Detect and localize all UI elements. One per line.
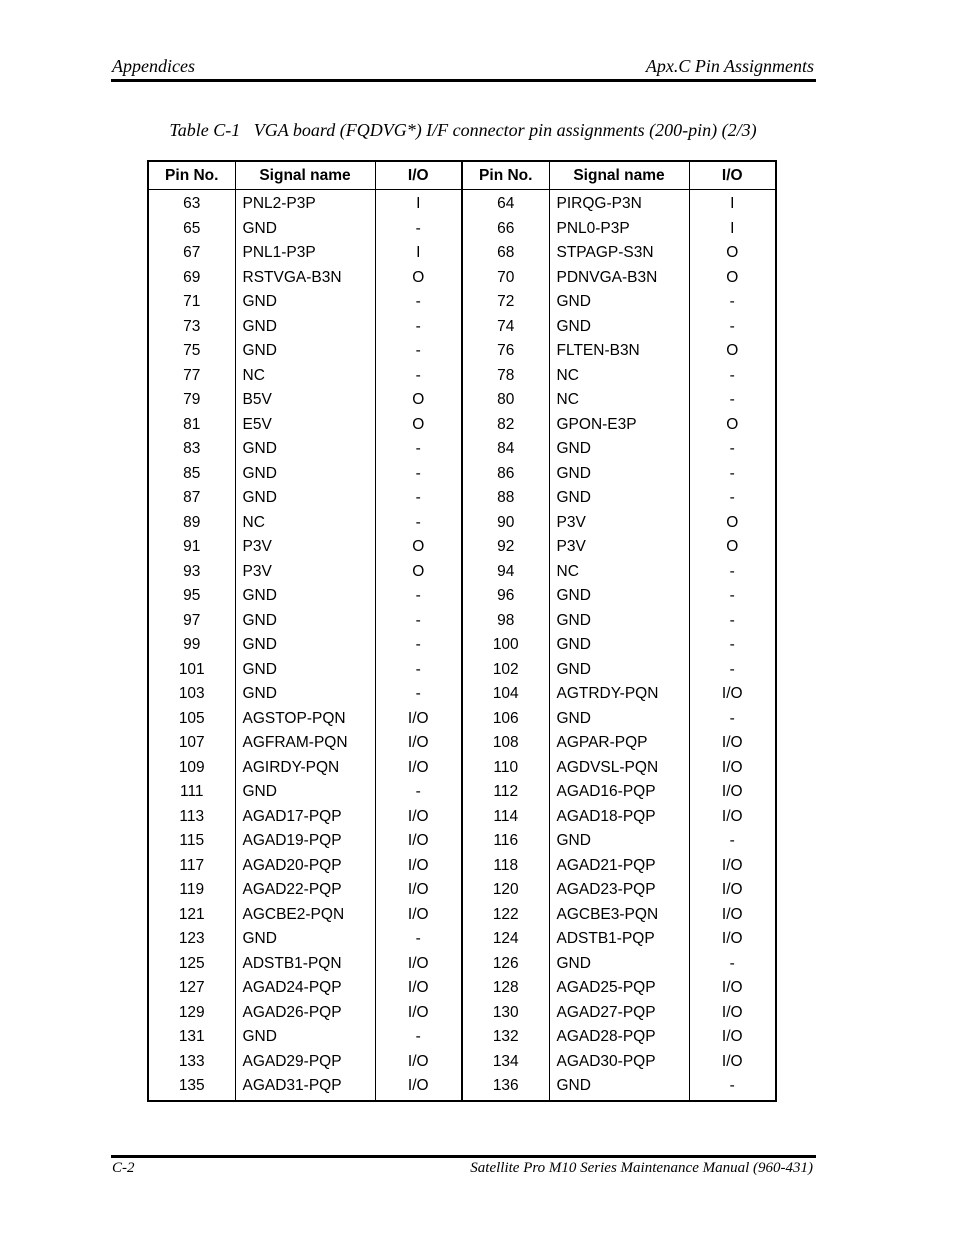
pin-number-cell: 129	[148, 1001, 235, 1026]
header-section-title: Appendices	[112, 56, 195, 76]
table-row	[148, 511, 776, 536]
signal-name-cell: AGAD21-PQP	[549, 854, 689, 879]
signal-name-cell: GND	[549, 437, 689, 462]
io-direction-cell: I/O	[721, 758, 743, 776]
column-header-io-right: I/O	[689, 161, 776, 190]
io-direction-cell: -	[729, 562, 735, 580]
io-direction-cell: -	[729, 636, 735, 654]
pin-number-cell: 114	[462, 805, 549, 830]
pin-number-cell: 80	[462, 388, 549, 413]
io-direction-cell: I/O	[375, 1074, 462, 1101]
io-direction-cell: I/O	[375, 707, 462, 732]
io-direction-cell: I/O	[375, 878, 462, 903]
io-direction-cell: I/O	[721, 685, 743, 703]
io-direction-cell: -	[729, 464, 735, 482]
pin-assignment-table	[147, 160, 777, 1102]
pin-number-cell: 105	[148, 707, 235, 732]
table-row	[148, 682, 776, 707]
signal-name-cell: AGAD24-PQP	[235, 976, 375, 1001]
footer-manual-title: Satellite Pro M10 Series Maintenance Manual (960-431)	[470, 1160, 813, 1176]
signal-name-cell: AGAD23-PQP	[549, 878, 689, 903]
signal-name-cell: GND	[235, 339, 375, 364]
io-direction-cell: -	[375, 511, 462, 536]
signal-name-cell: GND	[235, 682, 375, 707]
column-header-io: I/O	[375, 161, 462, 190]
signal-name-cell: GPON-E3P	[549, 413, 689, 438]
io-direction-cell: -	[729, 1077, 735, 1095]
pin-number-cell: 121	[148, 903, 235, 928]
io-direction-cell: -	[375, 486, 462, 511]
io-direction-cell: -	[729, 293, 735, 311]
pin-number-cell: 101	[148, 658, 235, 683]
io-direction-cell: I/O	[375, 1001, 462, 1026]
signal-name-cell: GND	[235, 486, 375, 511]
signal-name-cell: P3V	[549, 511, 689, 536]
table-row	[148, 462, 776, 487]
table-row	[148, 658, 776, 683]
io-direction-cell: O	[375, 560, 462, 585]
signal-name-cell: AGAD16-PQP	[549, 780, 689, 805]
table-row	[148, 609, 776, 634]
pin-number-cell: 133	[148, 1050, 235, 1075]
signal-name-cell: GND	[549, 462, 689, 487]
pin-number-cell: 72	[462, 290, 549, 315]
io-direction-cell: O	[726, 538, 739, 556]
signal-name-cell: NC	[235, 511, 375, 536]
pin-number-cell: 134	[462, 1050, 549, 1075]
pin-number-cell: 116	[462, 829, 549, 854]
signal-name-cell: GND	[235, 609, 375, 634]
table-row	[148, 633, 776, 658]
pin-number-cell: 102	[462, 658, 549, 683]
pin-number-cell: 67	[148, 241, 235, 266]
pin-number-cell: 113	[148, 805, 235, 830]
io-direction-cell: I/O	[721, 734, 743, 752]
io-direction-cell: -	[729, 954, 735, 972]
io-direction-cell: I	[730, 195, 735, 213]
pin-number-cell: 85	[148, 462, 235, 487]
pin-number-cell: 93	[148, 560, 235, 585]
table-row	[148, 560, 776, 585]
signal-name-cell: AGAD17-PQP	[235, 805, 375, 830]
io-direction-cell: O	[375, 388, 462, 413]
io-direction-cell: I/O	[721, 930, 743, 948]
pin-number-cell: 117	[148, 854, 235, 879]
table-row	[148, 731, 776, 756]
signal-name-cell: AGSTOP-PQN	[235, 707, 375, 732]
signal-name-cell: GND	[235, 1025, 375, 1050]
signal-name-cell: GND	[549, 707, 689, 732]
signal-name-cell: GND	[549, 315, 689, 340]
io-direction-cell: -	[729, 366, 735, 384]
io-direction-cell: O	[726, 244, 739, 262]
signal-name-cell: AGAD25-PQP	[549, 976, 689, 1001]
pin-number-cell: 130	[462, 1001, 549, 1026]
signal-name-cell: NC	[549, 388, 689, 413]
signal-name-cell: AGAD22-PQP	[235, 878, 375, 903]
pin-number-cell: 96	[462, 584, 549, 609]
io-direction-cell: O	[726, 415, 739, 433]
table-row	[148, 756, 776, 781]
pin-number-cell: 94	[462, 560, 549, 585]
signal-name-cell: AGAD26-PQP	[235, 1001, 375, 1026]
signal-name-cell: GND	[549, 1074, 689, 1101]
io-direction-cell: -	[375, 633, 462, 658]
pin-number-cell: 118	[462, 854, 549, 879]
signal-name-cell: GND	[549, 829, 689, 854]
pin-number-cell: 124	[462, 927, 549, 952]
signal-name-cell: NC	[549, 560, 689, 585]
io-direction-cell: I/O	[375, 1050, 462, 1075]
table-row	[148, 903, 776, 928]
signal-name-cell: PIRQG-P3N	[549, 190, 689, 217]
io-direction-cell: I/O	[721, 856, 743, 874]
io-direction-cell: I/O	[721, 807, 743, 825]
table-row	[148, 535, 776, 560]
pin-number-cell: 91	[148, 535, 235, 560]
table-row	[148, 388, 776, 413]
pin-number-cell: 126	[462, 952, 549, 977]
pin-number-cell: 135	[148, 1074, 235, 1101]
signal-name-cell: P3V	[235, 535, 375, 560]
table-row	[148, 854, 776, 879]
pin-number-cell: 125	[148, 952, 235, 977]
pin-number-cell: 115	[148, 829, 235, 854]
table-row	[148, 315, 776, 340]
table-body	[148, 190, 776, 1101]
io-direction-cell: I/O	[721, 905, 743, 923]
signal-name-cell: GND	[549, 633, 689, 658]
pin-number-cell: 107	[148, 731, 235, 756]
signal-name-cell: ADSTB1-PQN	[235, 952, 375, 977]
pin-number-cell: 73	[148, 315, 235, 340]
signal-name-cell: AGCBE3-PQN	[549, 903, 689, 928]
signal-name-cell: GND	[235, 633, 375, 658]
io-direction-cell: -	[375, 1025, 462, 1050]
signal-name-cell: ADSTB1-PQP	[549, 927, 689, 952]
pin-number-cell: 92	[462, 535, 549, 560]
signal-name-cell: GND	[235, 658, 375, 683]
signal-name-cell: AGFRAM-PQN	[235, 731, 375, 756]
pin-number-cell: 69	[148, 266, 235, 291]
signal-name-cell: AGAD31-PQP	[235, 1074, 375, 1101]
pin-number-cell: 131	[148, 1025, 235, 1050]
pin-number-cell: 65	[148, 217, 235, 242]
pin-number-cell: 63	[148, 190, 235, 217]
signal-name-cell: GND	[235, 315, 375, 340]
signal-name-cell: GND	[235, 217, 375, 242]
pin-number-cell: 76	[462, 339, 549, 364]
pin-number-cell: 110	[462, 756, 549, 781]
pin-number-cell: 83	[148, 437, 235, 462]
pin-number-cell: 77	[148, 364, 235, 389]
header-chapter-title: Apx.C Pin Assignments	[645, 56, 814, 76]
io-direction-cell: I/O	[375, 829, 462, 854]
signal-name-cell: NC	[235, 364, 375, 389]
pin-number-cell: 111	[148, 780, 235, 805]
table-row	[148, 364, 776, 389]
pin-number-cell: 106	[462, 707, 549, 732]
signal-name-cell: GND	[549, 658, 689, 683]
io-direction-cell: O	[726, 342, 739, 360]
footer-rule	[111, 1155, 816, 1158]
io-direction-cell: -	[375, 339, 462, 364]
pin-number-cell: 66	[462, 217, 549, 242]
io-direction-cell: -	[729, 709, 735, 727]
column-header-signal-name-right: Signal name	[549, 161, 689, 190]
table-row	[148, 927, 776, 952]
column-header-pin-no: Pin No.	[148, 161, 235, 190]
table-row	[148, 1025, 776, 1050]
io-direction-cell: -	[729, 587, 735, 605]
pin-number-cell: 78	[462, 364, 549, 389]
signal-name-cell: GND	[235, 290, 375, 315]
io-direction-cell: -	[729, 611, 735, 629]
table-row	[148, 290, 776, 315]
pin-number-cell: 81	[148, 413, 235, 438]
signal-name-cell: GND	[549, 290, 689, 315]
pin-number-cell: 68	[462, 241, 549, 266]
io-direction-cell: O	[375, 413, 462, 438]
pin-number-cell: 103	[148, 682, 235, 707]
io-direction-cell: -	[375, 315, 462, 340]
io-direction-cell: -	[375, 437, 462, 462]
signal-name-cell: P3V	[235, 560, 375, 585]
header-rule	[111, 79, 816, 82]
footer-page-number: C-2	[112, 1160, 135, 1176]
signal-name-cell: GND	[549, 609, 689, 634]
pin-number-cell: 122	[462, 903, 549, 928]
io-direction-cell: I/O	[721, 1028, 743, 1046]
pin-number-cell: 100	[462, 633, 549, 658]
pin-number-cell: 90	[462, 511, 549, 536]
io-direction-cell: -	[729, 317, 735, 335]
io-direction-cell: -	[375, 658, 462, 683]
signal-name-cell: AGAD20-PQP	[235, 854, 375, 879]
column-header-signal-name: Signal name	[235, 161, 375, 190]
table-row	[148, 241, 776, 266]
table-row	[148, 952, 776, 977]
io-direction-cell: -	[729, 391, 735, 409]
signal-name-cell: PNL0-P3P	[549, 217, 689, 242]
signal-name-cell: PNL1-P3P	[235, 241, 375, 266]
signal-name-cell: AGAD29-PQP	[235, 1050, 375, 1075]
table-caption: Table C-1 VGA board (FQDVG*) I/F connector pin assignments (200-pin) (2/3)	[169, 120, 757, 140]
io-direction-cell: I/O	[375, 854, 462, 879]
signal-name-cell: GND	[235, 462, 375, 487]
pin-number-cell: 104	[462, 682, 549, 707]
pin-number-cell: 84	[462, 437, 549, 462]
io-direction-cell: -	[375, 364, 462, 389]
signal-name-cell: RSTVGA-B3N	[235, 266, 375, 291]
io-direction-cell: O	[726, 513, 739, 531]
pin-number-cell: 70	[462, 266, 549, 291]
pin-number-cell: 89	[148, 511, 235, 536]
table-row	[148, 780, 776, 805]
pin-number-cell: 128	[462, 976, 549, 1001]
table-row	[148, 829, 776, 854]
io-direction-cell: -	[375, 217, 462, 242]
table-row	[148, 437, 776, 462]
pin-number-cell: 71	[148, 290, 235, 315]
signal-name-cell: FLTEN-B3N	[549, 339, 689, 364]
table-row	[148, 413, 776, 438]
signal-name-cell: AGAD30-PQP	[549, 1050, 689, 1075]
signal-name-cell: GND	[549, 486, 689, 511]
signal-name-cell: PDNVGA-B3N	[549, 266, 689, 291]
table-row	[148, 805, 776, 830]
io-direction-cell: I/O	[721, 783, 743, 801]
io-direction-cell: -	[729, 489, 735, 507]
pin-number-cell: 109	[148, 756, 235, 781]
table-row	[148, 584, 776, 609]
io-direction-cell: I/O	[721, 1003, 743, 1021]
table-row	[148, 1001, 776, 1026]
signal-name-cell: GND	[549, 952, 689, 977]
pin-number-cell: 86	[462, 462, 549, 487]
io-direction-cell: -	[375, 682, 462, 707]
signal-name-cell: AGCBE2-PQN	[235, 903, 375, 928]
signal-name-cell: AGAD19-PQP	[235, 829, 375, 854]
pin-number-cell: 108	[462, 731, 549, 756]
io-direction-cell: I/O	[375, 976, 462, 1001]
pin-number-cell: 88	[462, 486, 549, 511]
signal-name-cell: GND	[235, 437, 375, 462]
io-direction-cell: -	[729, 832, 735, 850]
signal-name-cell: AGPAR-PQP	[549, 731, 689, 756]
io-direction-cell: -	[729, 660, 735, 678]
pin-number-cell: 120	[462, 878, 549, 903]
pin-number-cell: 97	[148, 609, 235, 634]
table-row	[148, 1050, 776, 1075]
pin-number-cell: 127	[148, 976, 235, 1001]
io-direction-cell: -	[375, 927, 462, 952]
table-row	[148, 878, 776, 903]
pin-number-cell: 87	[148, 486, 235, 511]
io-direction-cell: -	[375, 462, 462, 487]
column-header-pin-no-right: Pin No.	[462, 161, 549, 190]
io-direction-cell: -	[375, 584, 462, 609]
signal-name-cell: AGDVSL-PQN	[549, 756, 689, 781]
table-row	[148, 707, 776, 732]
table-row	[148, 217, 776, 242]
io-direction-cell: O	[375, 535, 462, 560]
io-direction-cell: O	[726, 268, 739, 286]
signal-name-cell: GND	[235, 584, 375, 609]
io-direction-cell: I/O	[721, 881, 743, 899]
signal-name-cell: GND	[235, 780, 375, 805]
io-direction-cell: -	[375, 290, 462, 315]
io-direction-cell: I/O	[375, 731, 462, 756]
pin-number-cell: 99	[148, 633, 235, 658]
io-direction-cell: I	[375, 241, 462, 266]
pin-number-cell: 98	[462, 609, 549, 634]
io-direction-cell: I/O	[375, 952, 462, 977]
io-direction-cell: I	[730, 219, 735, 237]
pin-number-cell: 136	[462, 1074, 549, 1101]
table-header-row	[148, 161, 776, 190]
signal-name-cell: AGAD27-PQP	[549, 1001, 689, 1026]
table-row	[148, 339, 776, 364]
io-direction-cell: I/O	[721, 979, 743, 997]
pin-number-cell: 132	[462, 1025, 549, 1050]
signal-name-cell: PNL2-P3P	[235, 190, 375, 217]
signal-name-cell: B5V	[235, 388, 375, 413]
signal-name-cell: AGAD28-PQP	[549, 1025, 689, 1050]
signal-name-cell: NC	[549, 364, 689, 389]
io-direction-cell: O	[375, 266, 462, 291]
pin-number-cell: 119	[148, 878, 235, 903]
table-row	[148, 486, 776, 511]
signal-name-cell: AGTRDY-PQN	[549, 682, 689, 707]
signal-name-cell: P3V	[549, 535, 689, 560]
pin-number-cell: 79	[148, 388, 235, 413]
table-row	[148, 266, 776, 291]
table-row	[148, 190, 776, 217]
io-direction-cell: I/O	[375, 805, 462, 830]
pin-number-cell: 75	[148, 339, 235, 364]
io-direction-cell: I/O	[721, 1052, 743, 1070]
io-direction-cell: -	[729, 440, 735, 458]
pin-number-cell: 64	[462, 190, 549, 217]
io-direction-cell: -	[375, 609, 462, 634]
signal-name-cell: AGIRDY-PQN	[235, 756, 375, 781]
signal-name-cell: GND	[235, 927, 375, 952]
signal-name-cell: GND	[549, 584, 689, 609]
io-direction-cell: -	[375, 780, 462, 805]
io-direction-cell: I/O	[375, 903, 462, 928]
pin-number-cell: 74	[462, 315, 549, 340]
pin-number-cell: 112	[462, 780, 549, 805]
pin-number-cell: 123	[148, 927, 235, 952]
pin-number-cell: 82	[462, 413, 549, 438]
io-direction-cell: I	[375, 190, 462, 217]
io-direction-cell: I/O	[375, 756, 462, 781]
table-row	[148, 1074, 776, 1101]
signal-name-cell: E5V	[235, 413, 375, 438]
signal-name-cell: AGAD18-PQP	[549, 805, 689, 830]
table-row	[148, 976, 776, 1001]
signal-name-cell: STPAGP-S3N	[549, 241, 689, 266]
pin-number-cell: 95	[148, 584, 235, 609]
